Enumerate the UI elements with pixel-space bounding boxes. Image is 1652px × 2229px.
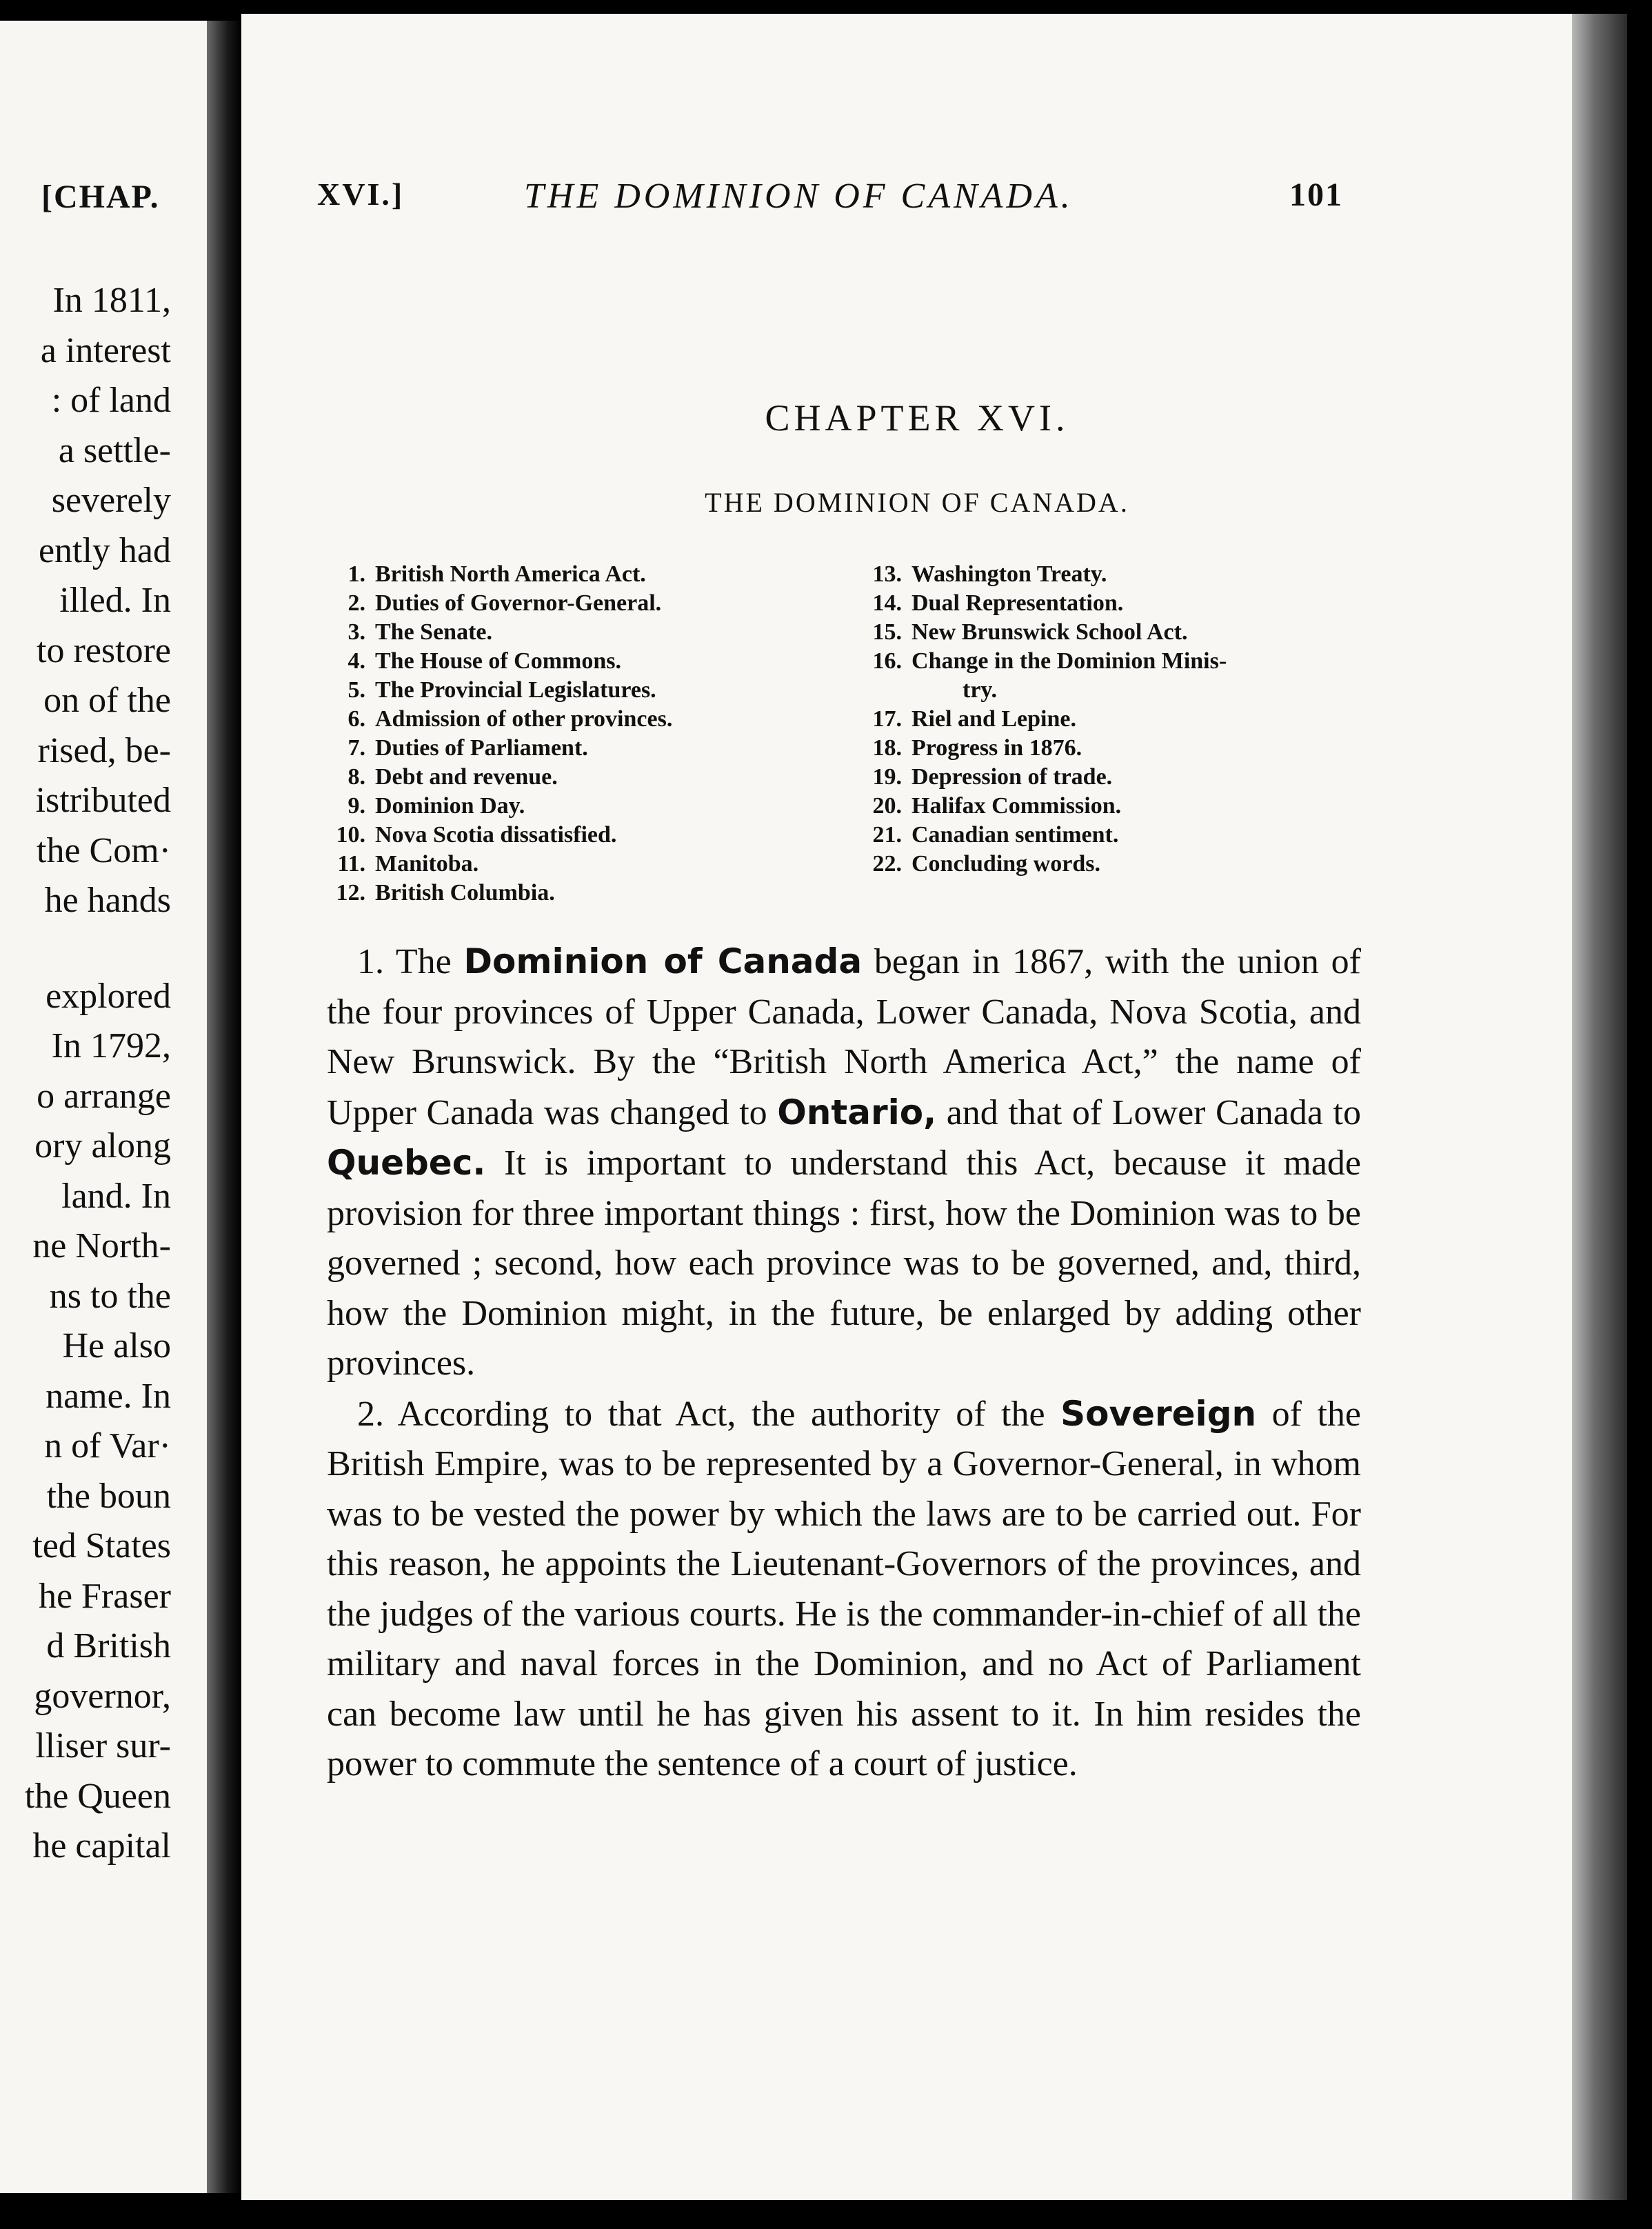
facing-page-left: [0, 21, 207, 2193]
left-text-line: governor,: [34, 1676, 171, 1716]
left-text-line: on of the: [43, 681, 171, 720]
contents-item: [324, 676, 820, 705]
contents-item-label: Change in the Dominion Minis-: [911, 648, 1227, 674]
contents-item-number: 12.: [336, 880, 365, 906]
left-page-text: [25, 276, 171, 1872]
contents-item-number: 10.: [336, 822, 365, 848]
contents-item: [324, 763, 820, 792]
running-head: [241, 176, 1572, 224]
contents-item-label: Depression of trade.: [911, 764, 1113, 790]
left-text-line: the Queen: [24, 1776, 171, 1816]
contents-item: [860, 734, 1384, 763]
left-text-line: a interest: [40, 330, 171, 370]
running-head-chapter: XVI.]: [317, 177, 405, 212]
contents-item: [324, 821, 820, 850]
contents-item-number: [860, 676, 911, 705]
contents-item-label: Duties of Governor-General.: [375, 590, 662, 616]
chapter-subtitle: THE DOMINION OF CANADA.: [705, 487, 1129, 518]
contents-item-label: Canadian sentiment.: [911, 822, 1119, 848]
contents-item-label: The House of Commons.: [375, 648, 622, 674]
contents-item-label: Admission of other provinces.: [375, 706, 673, 732]
left-text-line: the Com·: [37, 830, 171, 870]
contents-item-number: 17.: [872, 706, 902, 732]
contents-item: [860, 792, 1384, 821]
left-text-line: He also: [62, 1326, 171, 1366]
para1-bold-quebec: Quebec.: [327, 1143, 486, 1183]
para1-text-c: It is important to understand this Act, because it made provision for three important things : first, how the Dominion was to be governed ; second, how each province was to be governed, and, third, how the Dominion might, in the future, be enlarged by adding other provinces.: [327, 1143, 1361, 1383]
contents-item-label: Halifax Commission.: [911, 793, 1122, 819]
para2-bold-sovereign: Sovereign: [1060, 1393, 1257, 1434]
paragraph-1: [327, 937, 1361, 1389]
para1-lead: 1. The: [357, 942, 464, 981]
paragraph-2: [327, 1389, 1361, 1790]
contents-item-number: 22.: [872, 851, 902, 877]
left-text-line: illed. In: [59, 581, 171, 620]
left-text-line: ory along: [34, 1126, 171, 1166]
left-text-line: ns to the: [49, 1276, 171, 1316]
contents-item: [860, 705, 1384, 734]
contents-item-number: 9.: [347, 793, 365, 819]
left-text-line: he capital: [32, 1826, 171, 1866]
left-text-line: explored: [46, 976, 171, 1016]
contents-item-number: 6.: [347, 706, 365, 732]
left-text-line: name. In: [46, 1376, 171, 1416]
left-text-line: lliser sur-: [35, 1726, 171, 1766]
contents-item-number: 3.: [347, 619, 365, 645]
page-edge: [1572, 14, 1627, 2200]
contents-item: [324, 850, 820, 879]
book-gutter: [207, 21, 241, 2193]
left-text-block-bottom: [25, 972, 171, 1872]
para2-lead: 2. According to that Act, the authority of the: [357, 1394, 1061, 1434]
left-text-line: he Fraser: [38, 1576, 171, 1616]
contents-item-label: Dominion Day.: [375, 793, 525, 819]
para1-text-b: and that of Lower Canada to: [936, 1092, 1361, 1132]
contents-item: [324, 792, 820, 821]
left-text-line: d British: [46, 1626, 171, 1666]
left-text-line: a settle-: [58, 430, 171, 470]
contents-item: [860, 647, 1384, 676]
contents-item-number: 21.: [872, 822, 902, 848]
contents-item: [324, 589, 820, 618]
left-text-line: In 1811,: [52, 281, 171, 320]
contents-item-number: 11.: [337, 851, 365, 877]
contents-item-label: Progress in 1876.: [911, 735, 1082, 761]
contents-item: [860, 618, 1384, 647]
contents-item-label: Duties of Parliament.: [375, 735, 588, 761]
left-text-line: : of land: [51, 381, 171, 420]
contents-item-number: 13.: [872, 561, 902, 587]
contents-item-label: The Senate.: [375, 619, 492, 645]
contents-item-number: 16.: [872, 648, 902, 674]
contents-item-label: Riel and Lepine.: [911, 706, 1076, 732]
contents-item-label: Nova Scotia dissatisfied.: [375, 822, 617, 848]
contents-item-number: 2.: [347, 590, 365, 616]
contents-item: [324, 618, 820, 647]
contents-item-label: Dual Representation.: [911, 590, 1124, 616]
left-text-line: istributed: [35, 781, 171, 820]
contents-item-label: New Brunswick School Act.: [911, 619, 1188, 645]
left-text-line: ently had: [38, 530, 171, 570]
left-text-line: severely: [51, 481, 171, 520]
contents-item: [324, 647, 820, 676]
left-text-line: In 1792,: [51, 1026, 171, 1066]
contents-item: [860, 821, 1384, 850]
contents-item: [860, 560, 1384, 589]
contents-item-label: Washington Treaty.: [911, 561, 1107, 587]
contents-item: [324, 705, 820, 734]
contents-item-number: 7.: [347, 735, 365, 761]
para1-text-a: began in 1867, with the union of the four provinces of Upper Canada, Lower Canada, Nova Scotia, and New Brunswick. By the “British North America Act,” the name of Upper Canada was changed to: [327, 942, 1361, 1132]
left-text-line: ne North-: [32, 1226, 171, 1266]
left-text-line: he hands: [44, 881, 171, 920]
page-number: 101: [1289, 177, 1343, 213]
left-running-head: [CHAP.: [41, 179, 160, 215]
contents-item: [860, 763, 1384, 792]
contents-item-number: 1.: [347, 561, 365, 587]
contents-item-number: 15.: [872, 619, 902, 645]
contents-item: [860, 676, 1384, 705]
left-text-line: rised, be-: [37, 730, 171, 770]
contents-item: [860, 589, 1384, 618]
left-text-block-top: [25, 276, 171, 926]
contents-item: [324, 879, 820, 908]
running-head-title: THE DOMINION OF CANADA.: [524, 177, 1074, 216]
left-text-line: to restore: [37, 630, 171, 670]
chapter-title: CHAPTER XVI.: [765, 397, 1069, 439]
contents-column-left: [324, 560, 820, 908]
contents-column-right: [860, 560, 1384, 879]
contents-item-label: try.: [963, 677, 998, 703]
contents-item: [324, 734, 820, 763]
contents-item-number: 4.: [347, 648, 365, 674]
contents-item-label: Concluding words.: [911, 851, 1100, 877]
left-text-line: ted States: [32, 1526, 171, 1566]
contents-item: [860, 850, 1384, 879]
contents-item-number: 5.: [347, 677, 365, 703]
left-text-line: the boun: [46, 1476, 171, 1516]
contents-item-number: 18.: [872, 735, 902, 761]
contents-item-number: 19.: [872, 764, 902, 790]
contents-item-label: The Provincial Legislatures.: [375, 677, 656, 703]
left-text-line: land. In: [61, 1176, 171, 1216]
contents-item-number: 20.: [872, 793, 902, 819]
para1-bold-ontario: Ontario,: [777, 1092, 937, 1132]
contents-item-label: Manitoba.: [375, 851, 479, 877]
contents-item-label: Debt and revenue.: [375, 764, 558, 790]
contents-item-number: 8.: [347, 764, 365, 790]
body-text: [327, 937, 1361, 1790]
page-101: [241, 14, 1572, 2200]
contents-item-label: British North America Act.: [375, 561, 646, 587]
contents-item-label: British Columbia.: [375, 880, 555, 906]
contents-item: [324, 560, 820, 589]
contents-item-number: 14.: [872, 590, 902, 616]
left-text-line: n of Var·: [44, 1426, 171, 1466]
para2-text: of the British Empire, was to be represented by a Governor-General, in whom was to be vested the power by which the laws are to be carried out. For this reason, he appoints the Lieutenant-Governors of the provinces, and the judges of the various courts. He is the commander-in-chief of all the military and naval forces in the Dominion, and no Act of Parliament can become law until he has given his assent to it. In him resides the power to commute the sentence of a court of justice.: [327, 1394, 1361, 1783]
left-text-line: o arrange: [37, 1076, 171, 1116]
para1-bold-dominion: Dominion of Canada: [463, 941, 863, 981]
